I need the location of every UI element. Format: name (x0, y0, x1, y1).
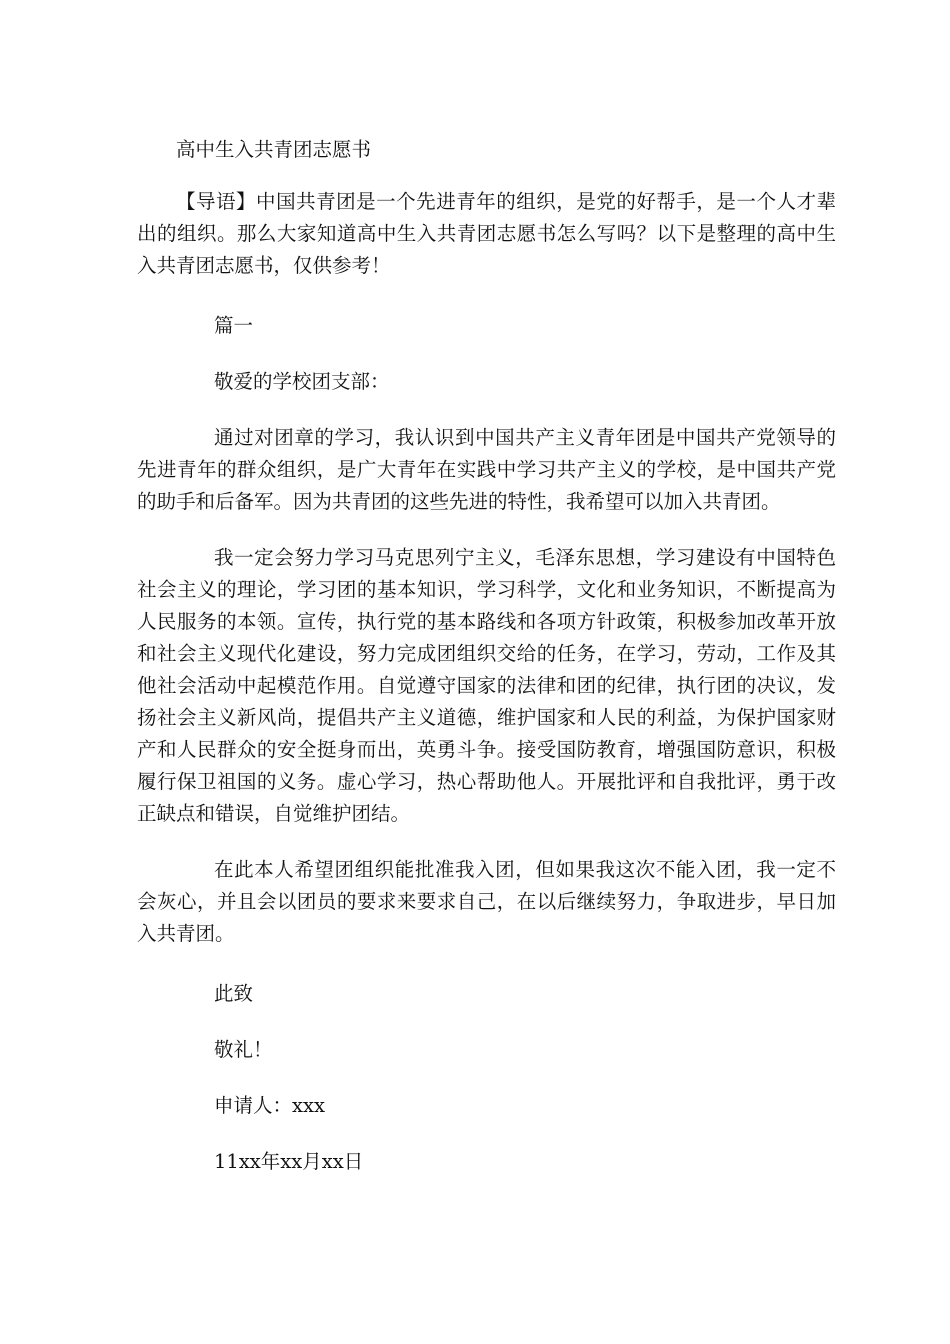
intro-line: 入共青团志愿书，仅供参考！ (137, 254, 391, 277)
paragraph-line: 会灰心，并且会以团员的要求来要求自己，在以后继续努力，争取进步，早日加 (137, 890, 836, 913)
salutation: 敬爱的学校团支部： (214, 370, 390, 393)
intro-line: 【导语】中国共青团是一个先进青年的组织，是党的好帮手，是一个人才辈 (176, 190, 836, 213)
closing-line: 此致 (214, 982, 254, 1005)
paragraph-line: 产和人民群众的安全挺身而出，英勇斗争。接受国防教育，增强国防意识，积极 (137, 738, 836, 761)
paragraph-line: 扬社会主义新风尚，提倡共产主义道德，维护国家和人民的利益，为保护国家财 (137, 706, 836, 729)
paragraph-line: 先进青年的群众组织，是广大青年在实践中学习共产主义的学校，是中国共产党 (137, 458, 836, 481)
paragraph-line: 正缺点和错误，自觉维护团结。 (137, 802, 411, 825)
paragraph-line: 在此本人希望团组织能批准我入团，但如果我这次不能入团，我一定不 (214, 858, 836, 881)
paragraph-line: 的助手和后备军。因为共青团的这些先进的特性，我希望可以加入共青团。 (137, 490, 781, 513)
paragraph-line: 他社会活动中起模范作用。自觉遵守国家的法律和团的纪律，执行团的决议，发 (137, 674, 836, 697)
section-heading: 篇一 (214, 314, 254, 337)
paragraph-line: 入共青团。 (137, 922, 235, 945)
date-line: 11xx年xx月xx日 (214, 1150, 364, 1173)
paragraph-line: 和社会主义现代化建设，努力完成团组织交给的任务，在学习，劳动，工作及其 (137, 642, 836, 665)
paragraph-line: 人民服务的本领。宣传，执行党的基本路线和各项方针政策，积极参加改革开放 (137, 610, 836, 633)
paragraph-line: 通过对团章的学习，我认识到中国共产主义青年团是中国共产党领导的 (214, 426, 836, 449)
document-title: 高中生入共青团志愿书 (176, 138, 372, 161)
paragraph-line: 社会主义的理论，学习团的基本知识，学习科学，文化和业务知识，不断提高为 (137, 578, 836, 601)
intro-line: 出的组织。那么大家知道高中生入共青团志愿书怎么写吗？以下是整理的高中生 (137, 222, 836, 245)
applicant-signature: 申请人：xxx (214, 1094, 325, 1117)
paragraph-line: 我一定会努力学习马克思列宁主义，毛泽东思想，学习建设有中国特色 (214, 546, 836, 569)
closing-greeting: 敬礼！ (214, 1038, 273, 1061)
paragraph-line: 履行保卫祖国的义务。虚心学习，热心帮助他人。开展批评和自我批评，勇于改 (137, 770, 836, 793)
